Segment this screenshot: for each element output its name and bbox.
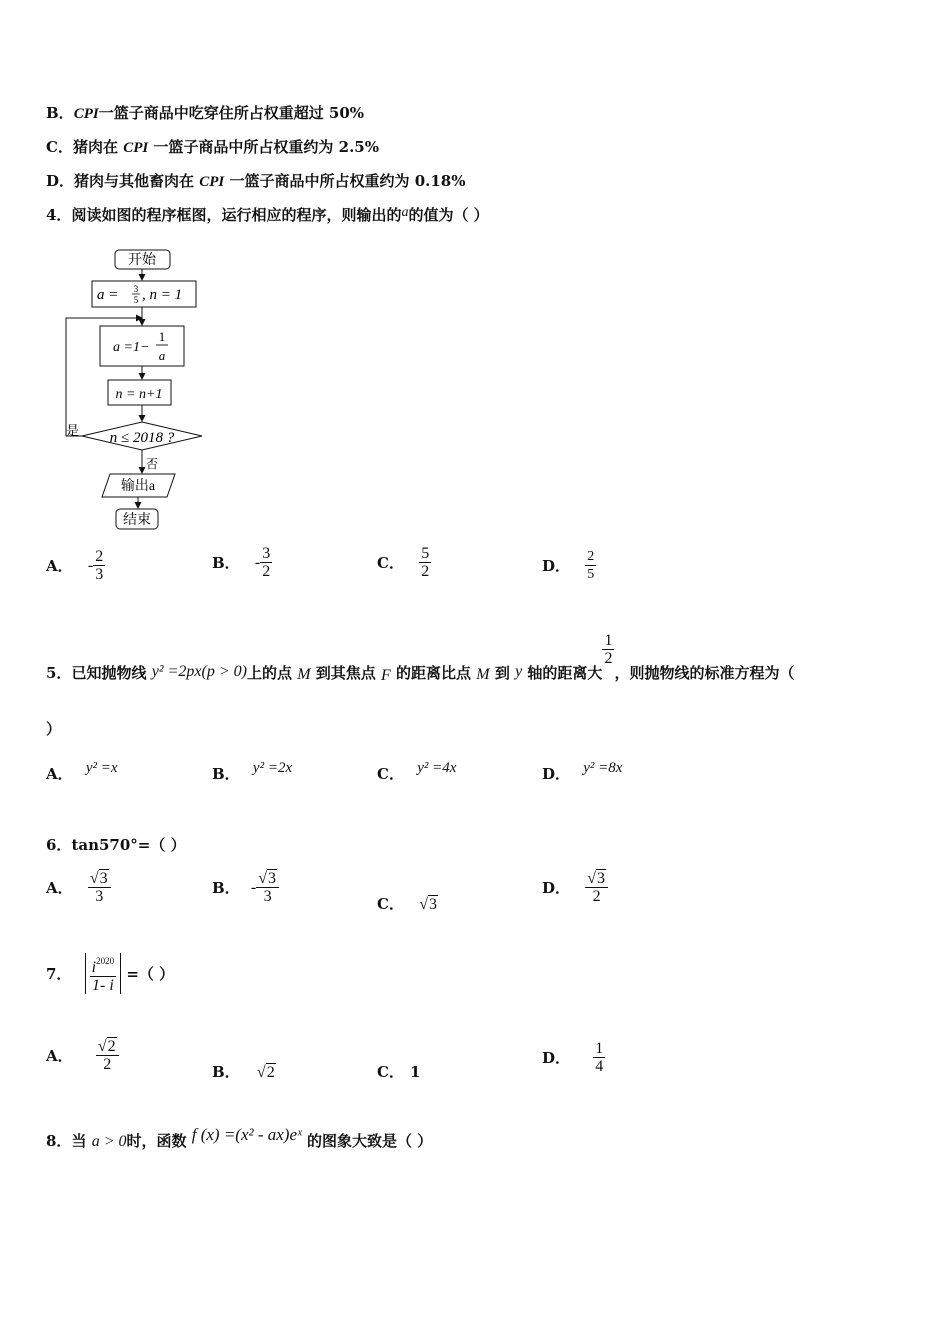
option-text: 一篮子商品中吃穿住所占权重超过 50% (98, 104, 365, 122)
flow-no-label: 否 (146, 457, 159, 471)
option-value: 1 (409, 1063, 421, 1081)
numerator: 5 (421, 545, 430, 562)
stem-text: 当 (71, 1132, 87, 1150)
stem-text: tan570°=（ ） (71, 836, 186, 854)
q8-stem (46, 1125, 433, 1151)
q6-option-d (542, 870, 608, 905)
stem-text: =（ ） (126, 965, 175, 983)
q6-stem (46, 834, 186, 855)
fraction (419, 545, 431, 580)
option-label: D． (542, 557, 571, 575)
sqrt: √2 (97, 1038, 116, 1055)
cpi-text: CPI (199, 174, 225, 190)
function-expression: f (x) =(x² - ax)eˣ (191, 1125, 302, 1144)
option-label: B． (212, 879, 240, 897)
option-label: B． (212, 1063, 240, 1081)
sqrt: √3 (89, 870, 108, 887)
sqrt: √3 (258, 870, 277, 887)
q5-option-a (46, 756, 118, 783)
imaginary-unit: i (91, 959, 97, 976)
flow-init-n: , n = 1 (142, 287, 183, 303)
flow-step-den: a (158, 348, 166, 363)
denominator: 1- i (92, 977, 114, 994)
option-text: 猪肉在 (72, 138, 124, 156)
radicand: 2 (266, 1064, 275, 1081)
q7-option-b (212, 1061, 276, 1082)
option-label: D． (46, 172, 75, 190)
option-text: 一篮子商品中所占权重约为 2.5% (148, 138, 379, 156)
q7-option-c (377, 1061, 420, 1082)
fraction (260, 545, 272, 580)
option-label: D． (542, 879, 571, 897)
option-sign: - (250, 878, 257, 896)
denominator: 4 (595, 1058, 604, 1075)
stem-text: 的图象大致是（ ） (307, 1132, 433, 1150)
denominator: 3 (95, 888, 104, 905)
q3-option-c (46, 136, 379, 157)
numerator: 1 (595, 1040, 604, 1057)
point-m: M (297, 665, 311, 683)
option-text: 猪肉与其他畜肉在 (74, 172, 200, 190)
option-label: A． (46, 765, 73, 783)
radicand: 3 (428, 896, 437, 913)
parabola-equation: y² =2px(p > 0) (151, 662, 247, 680)
option-label: C． (377, 765, 404, 783)
exponent: 2020 (96, 956, 115, 966)
denominator: 2 (103, 1056, 112, 1073)
cpi-text: CPI (73, 106, 99, 122)
question-number: 6． (46, 836, 72, 854)
option-sign: - (254, 553, 261, 571)
fraction (96, 1038, 119, 1073)
cpi-text: CPI (123, 140, 149, 156)
flowchart (60, 245, 220, 535)
focus-f: F (381, 666, 391, 684)
option-label: A． (46, 557, 73, 575)
option-label: C． (377, 554, 404, 572)
option-label: D． (542, 765, 571, 783)
flow-init-den: 5 (133, 295, 139, 305)
flow-start-text: 开始 (128, 253, 156, 268)
option-label: A． (46, 879, 73, 897)
sqrt: √3 (419, 896, 437, 913)
stem-text: 的值为（ ） (408, 206, 489, 224)
fraction (93, 548, 105, 583)
sqrt: √2 (256, 1064, 275, 1081)
q6-option-c (377, 893, 438, 914)
axis-y: y (515, 662, 523, 680)
option-equation: y² =2x (252, 760, 293, 776)
option-label: C． (377, 1063, 404, 1081)
stem-text: 上的点 (246, 663, 292, 682)
flow-decision-text: n ≤ 2018 ? (109, 430, 175, 446)
denominator: 3 (263, 888, 272, 905)
flow-step-a: a =1− (113, 340, 150, 355)
q7-stem (46, 953, 174, 994)
stem-text: 的距离比点 (396, 663, 472, 682)
radicand: 3 (268, 870, 277, 887)
q3-option-d (46, 170, 466, 191)
denominator: 2 (262, 563, 271, 580)
option-label: D． (542, 1049, 571, 1067)
flow-init-num: 3 (133, 284, 139, 294)
option-label: A． (46, 1047, 73, 1065)
denominator: 2 (421, 563, 430, 580)
q5-option-b (212, 756, 293, 783)
fraction (585, 870, 608, 905)
stem-text: 时，函数 (126, 1132, 187, 1150)
denominator: 2 (592, 888, 601, 905)
option-label: C． (377, 895, 404, 913)
sqrt: √3 (587, 870, 606, 887)
numerator: 3 (262, 545, 271, 562)
flow-init-a: a = (97, 287, 119, 303)
q6-option-b (212, 870, 279, 905)
flow-output-text: 输出a (120, 479, 156, 494)
q4-option-a (46, 548, 105, 583)
q4-option-b (212, 545, 272, 580)
option-sign: - (87, 556, 94, 574)
denominator: 2 (604, 650, 613, 667)
variable-a: a (401, 205, 409, 220)
option-equation: y² =4x (417, 760, 457, 776)
radicand: 2 (107, 1038, 116, 1055)
fraction (593, 1040, 605, 1075)
fraction (90, 953, 116, 994)
q4-option-d (542, 548, 596, 583)
numerator: 1 (604, 632, 613, 649)
q5-stem (46, 630, 794, 700)
flow-end-text: 结束 (123, 513, 151, 528)
question-number: 8． (46, 1132, 72, 1150)
stem-text: ，则抛物线的标准方程为（ (614, 663, 795, 682)
fraction (585, 548, 596, 583)
q7-option-d (542, 1040, 605, 1075)
option-label: C． (46, 138, 73, 156)
question-number: 5． (46, 663, 72, 682)
stem-text: 阅读如图的程序框图，运行相应的程序，则输出的 (71, 206, 402, 224)
flow-step-n: n = n+1 (115, 387, 163, 402)
radicand: 3 (99, 870, 108, 887)
question-number: 4． (46, 206, 72, 224)
point-m: M (476, 665, 490, 683)
stem-text: 轴的距离大 (527, 663, 603, 682)
flow-step-num: 1 (158, 329, 166, 344)
q4-stem (46, 204, 489, 225)
stem-text: 已知抛物线 (71, 663, 147, 682)
fraction (256, 870, 279, 905)
fraction (88, 870, 111, 905)
denominator: 5 (587, 567, 595, 582)
option-label: B． (212, 765, 240, 783)
option-equation: y² =8x (583, 760, 623, 776)
q7-option-a (46, 1038, 119, 1073)
q3-option-b (46, 102, 364, 123)
option-label: B． (46, 104, 74, 122)
condition-expression: a > 0 (91, 1133, 127, 1150)
absolute-value (85, 953, 121, 994)
radicand: 3 (597, 870, 606, 887)
stem-text: 到 (494, 663, 510, 682)
option-text: 一篮子商品中所占权重约为 0.18% (224, 172, 466, 190)
numerator: 2 (95, 548, 104, 565)
denominator: 3 (95, 566, 104, 583)
q5-option-d (542, 756, 623, 783)
q6-option-a (46, 870, 111, 905)
flow-yes-label: 是 (66, 423, 80, 438)
stem-text: 到其焦点 (315, 663, 376, 682)
q5-option-c (377, 756, 457, 783)
option-label: B． (212, 554, 240, 572)
numerator: 2 (587, 549, 595, 564)
q5-close-paren: ） (46, 720, 62, 738)
option-equation: y² =x (85, 760, 118, 776)
question-number: 7． (46, 965, 72, 983)
q4-option-c (377, 545, 431, 580)
fraction-half (602, 632, 614, 667)
